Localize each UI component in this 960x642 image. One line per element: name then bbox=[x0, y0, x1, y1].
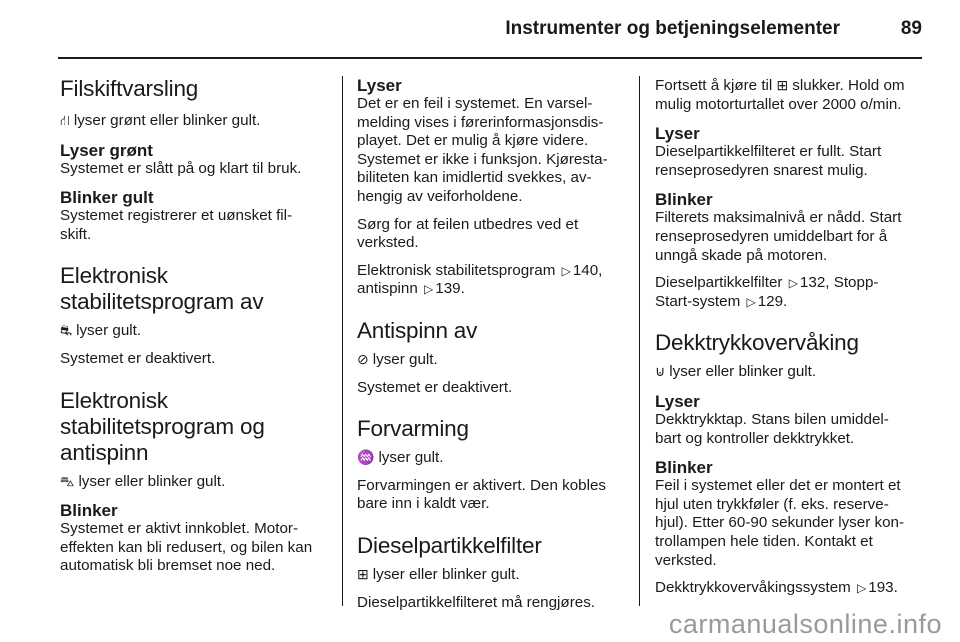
text-blinker-gult-2: skift. bbox=[60, 225, 92, 243]
ref-esp[interactable] bbox=[357, 262, 629, 281]
page-ref-arrow-icon: ▷ bbox=[788, 276, 798, 291]
text-forvarming-2: Forvarmingen er aktivert. Den kobles bbox=[357, 476, 607, 494]
ref-esp-label: Elektronisk stabilitetsprogram bbox=[357, 261, 556, 279]
text-filskift: lyser grønt eller blinker gult. bbox=[73, 112, 261, 129]
column-2 bbox=[357, 76, 629, 612]
heading-esp-antispinn-line-3: antispinn bbox=[60, 439, 149, 465]
ref-dpf-page: 132, Stopp- bbox=[799, 274, 879, 292]
column-1 bbox=[60, 76, 332, 576]
watermark: carmanualsonline.info bbox=[668, 609, 942, 639]
tire-pressure-icon: ⊍ bbox=[655, 363, 666, 380]
heading-blinker-dpf: Blinker bbox=[655, 190, 713, 210]
heading-blinker-gult: Blinker gult bbox=[60, 188, 154, 208]
ref-dpf[interactable] bbox=[655, 274, 927, 293]
heading-lyser-gront: Lyser grønt bbox=[60, 140, 153, 160]
text-lyser-3: playet. Det er mulig å kjøre videre. bbox=[357, 132, 589, 150]
column-divider-1 bbox=[342, 76, 343, 606]
text-blinker-dpf-3: unngå skade på motoren. bbox=[655, 246, 828, 264]
text-dpf-2: Dieselpartikkelfilteret må rengjøres. bbox=[357, 593, 596, 611]
page-header-title: Instrumenter og betjeningselementer bbox=[505, 18, 840, 39]
text-sorg-1: Sørg for at feilen utbedres ved et bbox=[357, 215, 579, 233]
text-lyser-dpf-2: renseprosedyren snarest mulig. bbox=[655, 161, 868, 179]
heading-filskiftvarsling: Filskiftvarsling bbox=[60, 76, 199, 101]
ref-stopp-start-label: Start-system bbox=[655, 292, 741, 310]
text-esp-off: lyser gult. bbox=[76, 322, 142, 340]
text-lyser-gront: Systemet er slått på og klart til bruk. bbox=[60, 159, 302, 177]
text-lyser-6: hengig av veiforholdene. bbox=[357, 187, 523, 205]
text-esp-antispinn: lyser eller blinker gult. bbox=[78, 472, 226, 490]
ref-stopp-start[interactable] bbox=[655, 293, 927, 312]
text-blinker-dekk-3: hjul). Etter 60-90 sekunder lyser kon- bbox=[655, 514, 905, 532]
antispin-off-icon: ⊘ bbox=[357, 350, 369, 367]
column-divider-2 bbox=[639, 76, 640, 606]
text-forvarming-1: lyser gult. bbox=[378, 449, 444, 467]
esp-off-icon: ⛐ bbox=[60, 322, 73, 339]
header-rule bbox=[58, 57, 922, 59]
text-esp-off-deaktivert: Systemet er deaktivert. bbox=[60, 349, 216, 367]
ref-esp-page: 140, bbox=[572, 261, 603, 279]
ref-dekktrykk-label: Dekktrykkovervåkingssystem bbox=[655, 579, 851, 597]
text-blinker-3: automatisk bli bremset noe ned. bbox=[60, 557, 276, 575]
page-number: 89 bbox=[900, 18, 922, 39]
heading-esp-antispinn-line-2: stabilitetsprogram og bbox=[60, 413, 265, 439]
page-ref-arrow-icon: ▷ bbox=[746, 294, 756, 309]
heading-blinker: Blinker bbox=[60, 501, 118, 521]
text-blinker-dekk-1: Feil i systemet eller det er montert et bbox=[655, 477, 901, 495]
text-blinker-dekk-5: verksted. bbox=[655, 551, 717, 569]
heading-forvarming: Forvarming bbox=[357, 416, 469, 442]
dpf-icon: ⊞ bbox=[776, 77, 789, 93]
text-blinker-gult-1: Systemet registrerer et uønsket fil- bbox=[60, 207, 293, 225]
page-ref-arrow-icon: ▷ bbox=[424, 282, 434, 297]
text-blinker-dpf-1: Filterets maksimalnivå er nådd. Start bbox=[655, 209, 902, 227]
heading-lyser: Lyser bbox=[357, 76, 402, 95]
text-lyser-dekk-2: bart og kontroller dekktrykket. bbox=[655, 429, 855, 447]
page-ref-arrow-icon: ▷ bbox=[857, 581, 867, 596]
heading-dekktrykkovervaking: Dekktrykkovervåking bbox=[655, 330, 859, 356]
text-antispinn-2: Systemet er deaktivert. bbox=[357, 378, 513, 396]
ref-antispinn-page: 139. bbox=[435, 280, 465, 298]
glow-plug-icon: ♒ bbox=[357, 449, 375, 466]
ref-dekktrykk[interactable] bbox=[655, 579, 927, 598]
text-lyser-dekk-1: Dekktrykktap. Stans bilen umiddel- bbox=[655, 410, 889, 428]
text-blinker-1: Systemet er aktivt innkoblet. Motor- bbox=[60, 520, 299, 538]
heading-blinker-dekk: Blinker bbox=[655, 458, 713, 478]
heading-dieselpartikkelfilter: Dieselpartikkelfilter bbox=[357, 532, 542, 558]
ref-stopp-start-page: 129. bbox=[757, 292, 788, 310]
text-dpf-1: lyser eller blinker gult. bbox=[372, 565, 520, 583]
text-fortsett-1b: slukker. Hold om bbox=[792, 77, 905, 94]
text-lyser-dpf-1: Dieselpartikkelfilteret er fullt. Start bbox=[655, 143, 882, 161]
text-antispinn-1: lyser gult. bbox=[372, 350, 438, 368]
esp-icon: ⛍ bbox=[60, 472, 75, 489]
text-lyser-5: biliteten kan imidlertid svekkes, av- bbox=[357, 169, 592, 187]
heading-esp-off-line-1: Elektronisk bbox=[60, 263, 168, 289]
text-lyser-2: melding vises i førerinformasjonsdis- bbox=[357, 113, 604, 131]
ref-antispinn-label: antispinn bbox=[357, 280, 418, 298]
page-ref-arrow-icon: ▷ bbox=[561, 263, 571, 278]
ref-dekktrykk-page: 193. bbox=[868, 579, 898, 597]
text-blinker-dpf-2: renseprosedyren umiddelbart for å bbox=[655, 227, 888, 245]
text-blinker-2: effekten kan bli redusert, og bilen kan bbox=[60, 538, 313, 556]
text-blinker-dekk-2: hjul uten trykkføler (f. eks. reserve- bbox=[655, 495, 889, 513]
heading-esp-antispinn bbox=[60, 388, 332, 466]
text-fortsett-1a: Fortsett å kjøre til bbox=[655, 77, 773, 94]
text-lyser-1: Det er en feil i systemet. En varsel- bbox=[357, 95, 593, 112]
text-blinker-dekk-4: trollampen hele tiden. Kontakt et bbox=[655, 532, 873, 550]
text-dekk: lyser eller blinker gult. bbox=[669, 363, 817, 381]
heading-esp-antispinn-line-1: Elektronisk bbox=[60, 387, 168, 413]
text-forvarming-3: bare inn i kaldt vær. bbox=[357, 495, 490, 513]
ref-dpf-label: Dieselpartikkelfilter bbox=[655, 274, 783, 292]
heading-esp-off-line-2: stabilitetsprogram av bbox=[60, 289, 264, 315]
lane-warning-icon: ⛙ bbox=[60, 112, 70, 128]
ref-antispinn[interactable] bbox=[357, 280, 629, 299]
column-3 bbox=[655, 76, 927, 598]
heading-lyser-dpf: Lyser bbox=[655, 124, 700, 144]
heading-antispinn-av: Antispinn av bbox=[357, 317, 478, 343]
heading-lyser-dekk: Lyser bbox=[655, 391, 700, 411]
heading-esp-off bbox=[60, 263, 332, 315]
dpf-icon: ⊞ bbox=[357, 565, 369, 582]
text-sorg-2: verksted. bbox=[357, 234, 419, 252]
text-lyser-4: Systemet er ikke i funksjon. Kjøresta- bbox=[357, 150, 608, 168]
text-fortsett-2: mulig motorturtallet over 2000 o/min. bbox=[655, 95, 902, 113]
